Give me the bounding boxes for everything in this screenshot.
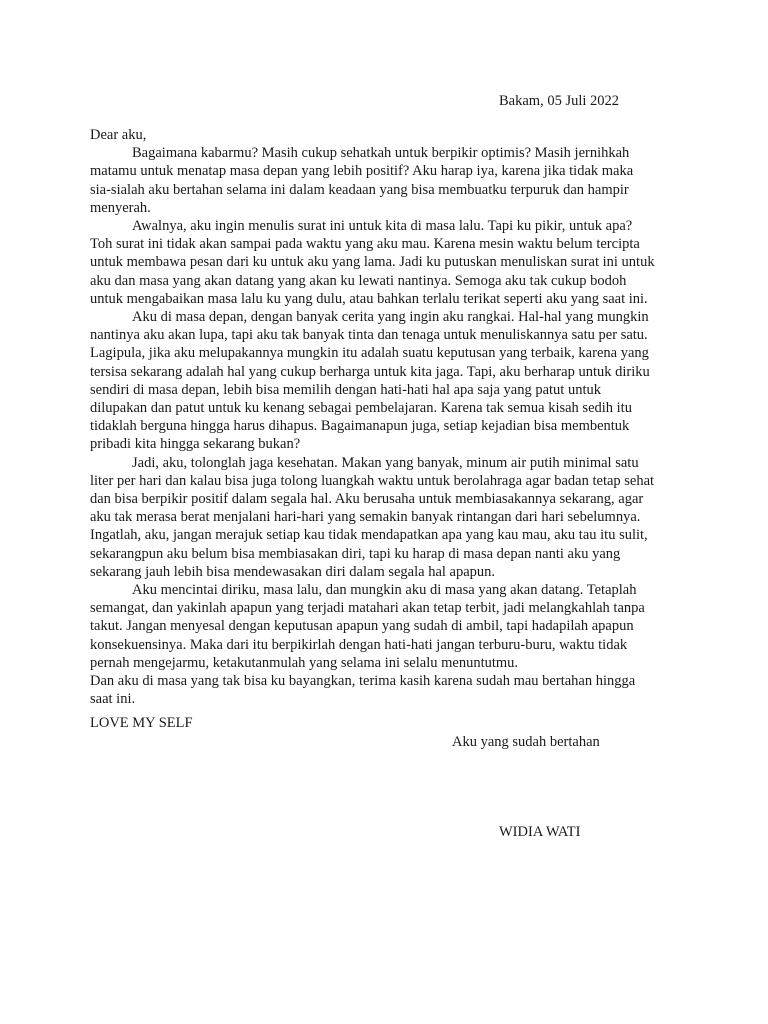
- letter-line-text: sekarang jauh lebih bisa mendewasakan diri dalam segala hal apapun.: [90, 563, 496, 580]
- letter-line-text: sendiri di masa depan, lebih bisa memilih dengan hati-hati hal apa saja yang patut untuk: [90, 381, 601, 398]
- letter-line-text: Lagipula, jika aku melupakannya mungkin itu adalah suatu keputusan yang terbaik, karena yang: [90, 345, 649, 362]
- letter-line: [90, 181, 690, 199]
- letter-line: [90, 454, 690, 472]
- letter-line-text: liter per hari dan kalau bisa juga tolong luangkah waktu untuk berolahraga agar badan tetap sehat: [90, 472, 655, 489]
- letter-line-text: pribadi kita hingga sekarang bukan?: [90, 436, 301, 453]
- letter-line: [90, 217, 690, 235]
- letter-line: [90, 654, 690, 672]
- letter-line-text: aku dan masa yang akan datang yang akan ku lewati nantinya. Semoga aku tak cukup bodoh: [90, 272, 627, 289]
- letter-line: [90, 399, 690, 417]
- letter-closing-line: LOVE MY SELF: [90, 715, 193, 731]
- letter-line: [90, 599, 690, 617]
- letter-line: [90, 235, 690, 253]
- letter-line: [90, 490, 690, 508]
- letter-line-text: menyerah.: [90, 199, 151, 216]
- signature-name: WIDIA WATI: [499, 824, 581, 840]
- letter-line-text: saat ini.: [90, 691, 136, 708]
- letter-line-text: takut. Jangan menyesal dengan keputusan apapun yang sudah di ambil, tapi hadapilah apapun: [90, 618, 634, 635]
- letter-line: [90, 526, 690, 544]
- letter-line: [90, 508, 690, 526]
- letter-line-text: aku tak merasa berat menjalani hari-hari yang semakin banyak rintangan dari hari sebelumnya.: [90, 509, 641, 526]
- letter-line: [90, 162, 690, 180]
- letter-line: [90, 636, 690, 654]
- letter-line-text: konsekuensinya. Maka dari itu berpikirlah dengan hati-hati jangan terburu-buru, waktu tidak: [90, 636, 628, 653]
- letter-line-text: Aku mencintai diriku, masa lalu, dan mungkin aku di masa yang akan datang. Tetaplah: [132, 582, 637, 599]
- letter-line-text: Bagaimana kabarmu? Masih cukup sehatkah untuk berpikir optimis? Masih jernihkah: [132, 145, 630, 162]
- letter-line: [90, 435, 690, 453]
- letter-line: [90, 690, 690, 708]
- letter-line: [90, 290, 690, 308]
- letter-line: [90, 545, 690, 563]
- letter-line: [90, 581, 690, 599]
- letter-line-text: Dan aku di masa yang tak bisa ku bayangkan, terima kasih karena sudah mau bertahan hingga: [90, 673, 636, 690]
- letter-line-text: untuk membawa pesan dari ku untuk aku yang lama. Jadi ku putuskan menuliskan surat ini untuk: [90, 254, 655, 271]
- letter-line-text: Aku di masa depan, dengan banyak cerita yang ingin aku rangkai. Hal-hal yang mungkin: [132, 309, 649, 326]
- letter-line: [90, 472, 690, 490]
- letter-line-text: dan bisa berpikir positif dalam segala hal. Aku berusaha untuk membiasakannya sekarang, agar: [90, 491, 644, 508]
- letter-line-text: Toh surat ini tidak akan sampai pada waktu yang aku mau. Karena mesin waktu belum tercipta: [90, 236, 640, 253]
- letter-line: [90, 326, 690, 344]
- letter-line-text: semangat, dan yakinlah apapun yang terjadi matahari akan tetap terbit, jadi melangkahlah tanpa: [90, 600, 645, 617]
- letter-line-text: sia-sialah aku bertahan selama ini dalam keadaan yang bisa membuatku terpuruk dan hampir: [90, 181, 629, 198]
- letter-line-text: Ingatlah, aku, jangan merajuk setiap kau tidak mendapatkan apa yang kau mau, aku tau itu sulit,: [90, 527, 648, 544]
- letter-line: [90, 672, 690, 690]
- letter-line: [90, 308, 690, 326]
- letter-line: [90, 272, 690, 290]
- letter-line-text: sekarangpun aku belum bisa membiasakan diri, tapi ku harap di masa depan nanti aku yang: [90, 545, 621, 562]
- letter-line: [90, 381, 690, 399]
- letter-line-text: untuk mengabaikan masa lalu ku yang dulu, atau bahkan terlalu terikat seperti aku yang saat ini.: [90, 290, 648, 307]
- letter-line: [90, 344, 690, 362]
- letter-date: Bakam, 05 Juli 2022: [499, 93, 620, 109]
- letter-line-text: matamu untuk menatap masa depan yang lebih positif? Aku harap iya, karena jika tidak maka: [90, 163, 634, 180]
- letter-line: [90, 144, 690, 162]
- letter-line: [90, 617, 690, 635]
- letter-line-text: nantinya aku akan lupa, tapi aku tak banyak tinta dan tenaga untuk menuliskannya satu per satu.: [90, 327, 648, 344]
- letter-line: [90, 417, 690, 435]
- letter-line: [90, 363, 690, 381]
- letter-line-text: Jadi, aku, tolonglah jaga kesehatan. Makan yang banyak, minum air putih minimal satu: [132, 454, 639, 471]
- letter-line-text: Awalnya, aku ingin menulis surat ini untuk kita di masa lalu. Tapi ku pikir, untuk apa?: [132, 218, 633, 235]
- letter-salutation: Dear aku,: [90, 127, 147, 143]
- letter-signoff: Aku yang sudah bertahan: [452, 734, 600, 750]
- letter-lines: [90, 144, 690, 708]
- letter-line: [90, 563, 690, 581]
- letter-line-text: dilupakan dan patut untuk ku kenang sebagai pembelajaran. Karena tak semua kisah sedih itu: [90, 400, 632, 417]
- letter-body: [90, 126, 690, 709]
- letter-line: [90, 199, 690, 217]
- letter-line: [90, 253, 690, 271]
- letter-line-text: tidaklah berguna hingga harus dihapus. Bagaimanapun juga, setiap kejadian bisa membentuk: [90, 418, 630, 435]
- letter-line-text: tersisa sekarang adalah hal yang cukup berharga untuk kita jaga. Tapi, aku berharap untuk diriku: [90, 363, 650, 380]
- letter-line-text: pernah mengejarmu, ketakutanmulah yang selama ini selalu menuntutmu.: [90, 654, 519, 671]
